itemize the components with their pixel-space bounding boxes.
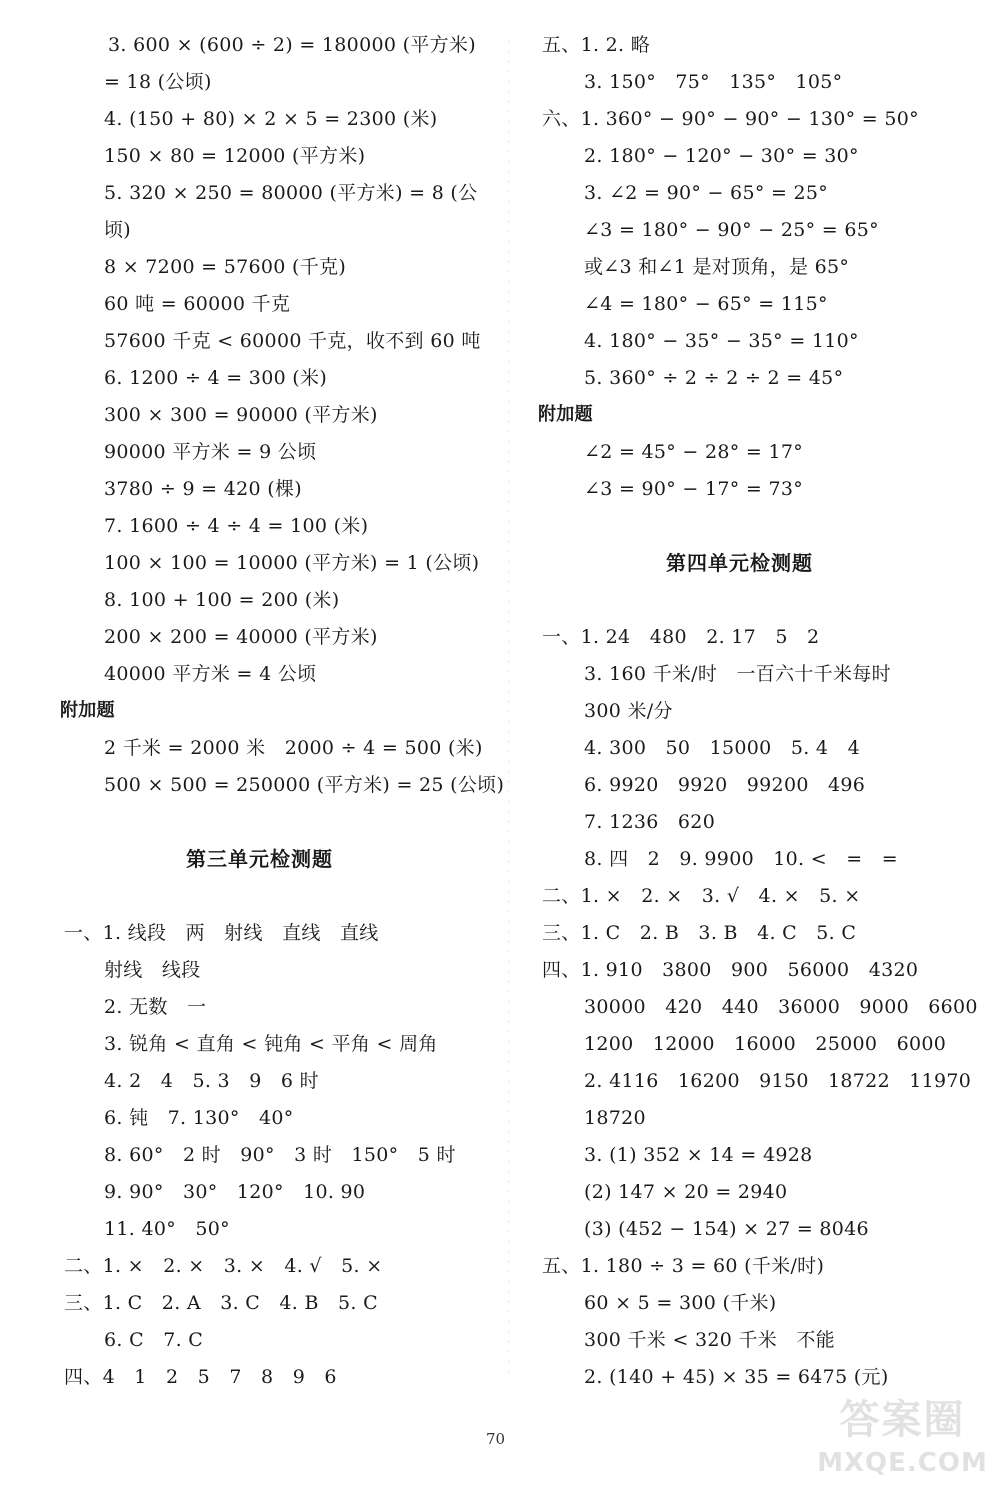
answer-line: 三、1. C 2. B 3. B 4. C 5. C [542,922,857,944]
answer-line: 57600 千克 < 60000 千克，收不到 60 吨 [104,330,481,352]
bonus-question-label: 附加题 [538,404,593,425]
answer-line: 3. (1) 352 × 14 = 4928 [584,1144,813,1166]
answer-line: 100 × 100 = 10000 (平方米) = 1 (公顷) [104,552,480,574]
answer-line: 3. 锐角 < 直角 < 钝角 < 平角 < 周角 [104,1033,438,1055]
answer-line: 8 × 7200 = 57600 (千克) [104,256,347,278]
answer-line: 18720 [584,1107,646,1129]
answer-line: 射线 线段 [104,959,201,981]
answer-line: 2. 无数 一 [104,996,207,1018]
answer-line: 8. 60° 2 时 90° 3 时 150° 5 时 [104,1144,456,1166]
answer-line: 5. 320 × 250 = 80000 (平方米) = 8 (公 [104,182,478,204]
answer-line: 二、1. × 2. × 3. √ 4. × 5. × [542,885,861,907]
answer-line: ∠4 = 180° − 65° = 115° [584,293,828,315]
answer-line: ∠2 = 45° − 28° = 17° [584,441,804,463]
answer-line: 200 × 200 = 40000 (平方米) [104,626,378,648]
answer-line: 2. (140 + 45) × 35 = 6475 (元) [584,1366,889,1388]
answer-line: 五、1. 180 ÷ 3 = 60 (千米/时) [542,1255,825,1277]
answer-line: 一、1. 线段 两 射线 直线 直线 [64,922,379,944]
answer-line: 二、1. × 2. × 3. × 4. √ 5. × [64,1255,383,1277]
answer-line: 6. 1200 ÷ 4 = 300 (米) [104,367,328,389]
answer-line: 60 × 5 = 300 (千米) [584,1292,777,1314]
answer-line: 5. 360° ÷ 2 ÷ 2 ÷ 2 = 45° [584,367,844,389]
answer-line: (3) (452 − 154) × 27 = 8046 [584,1218,869,1240]
answer-line: 一、1. 24 480 2. 17 5 2 [542,626,820,648]
answer-line: 30000 420 440 36000 9000 6600 [584,996,978,1018]
answer-line: 4. (150 + 80) × 2 × 5 = 2300 (米) [104,108,438,130]
answer-line: 1200 12000 16000 25000 6000 [584,1033,947,1055]
answer-line: 或∠3 和∠1 是对顶角，是 65° [584,256,850,278]
answer-line: 300 米/分 [584,700,673,722]
answer-line: 三、1. C 2. A 3. C 4. B 5. C [64,1292,378,1314]
watermark-url-text: MXQE.COM [817,1448,988,1478]
site-watermark [810,1395,995,1495]
answer-line: 2. 4116 16200 9150 18722 11970 [584,1070,972,1092]
answer-line: 150 × 80 = 12000 (平方米) [104,145,366,167]
answer-line: 8. 100 + 100 = 200 (米) [104,589,340,611]
answer-line: 2. 180° − 120° − 30° = 30° [584,145,859,167]
answer-line: 9. 90° 30° 120° 10. 90 [104,1181,366,1203]
answer-line: 8. 四 2 9. 9900 10. < = = [584,848,898,870]
answer-line: 500 × 500 = 250000 (平方米) = 25 (公顷) [104,774,505,796]
column-divider [508,40,509,1380]
page-number: 70 [486,1430,506,1448]
answer-line: 五、1. 2. 略 [542,34,651,56]
answer-line: 3. 160 千米/时 一百六十千米每时 [584,663,891,685]
answer-line: 3. ∠2 = 90° − 65° = 25° [584,182,829,204]
answer-line: 六、1. 360° − 90° − 90° − 130° = 50° [542,108,919,130]
answer-line: 3. 600 × (600 ÷ 2) = 180000 (平方米) [108,34,476,56]
answer-line: 40000 平方米 = 4 公顷 [104,663,317,685]
answer-line: 4. 180° − 35° − 35° = 110° [584,330,859,352]
answer-line: 4. 2 4 5. 3 9 6 时 [104,1070,319,1092]
answer-line: 四、1. 910 3800 900 56000 4320 [542,959,919,981]
answer-line: (2) 147 × 20 = 2940 [584,1181,788,1203]
answer-line: 300 千米 < 320 千米 不能 [584,1329,836,1351]
answer-line: 11. 40° 50° [104,1218,230,1240]
section-heading-unit-3: 第三单元检测题 [186,847,333,871]
answer-line: = 18 (公顷) [104,71,212,93]
answer-line: 7. 1600 ÷ 4 ÷ 4 = 100 (米) [104,515,369,537]
answer-line: 2 千米 = 2000 米 2000 ÷ 4 = 500 (米) [104,737,483,759]
answer-line: 3. 150° 75° 135° 105° [584,71,843,93]
answer-line: 6. C 7. C [104,1329,204,1351]
answer-line: 四、4 1 2 5 7 8 9 6 [64,1366,337,1388]
answer-line: 7. 1236 620 [584,811,716,833]
answer-line: 3780 ÷ 9 = 420 (棵) [104,478,302,500]
answer-line: 6. 钝 7. 130° 40° [104,1107,294,1129]
bonus-question-label: 附加题 [60,700,115,721]
answer-line: 60 吨 = 60000 千克 [104,293,291,315]
answer-line: 90000 平方米 = 9 公顷 [104,441,317,463]
answer-line: 300 × 300 = 90000 (平方米) [104,404,378,426]
answer-line: 6. 9920 9920 99200 496 [584,774,866,796]
watermark-logo-text: 答案圈 [839,1397,966,1443]
answer-line: ∠3 = 90° − 17° = 73° [584,478,804,500]
answer-line: ∠3 = 180° − 90° − 25° = 65° [584,219,879,241]
answer-line: 顷) [104,219,132,241]
section-heading-unit-4: 第四单元检测题 [666,551,813,575]
answer-line: 4. 300 50 15000 5. 4 4 [584,737,860,759]
